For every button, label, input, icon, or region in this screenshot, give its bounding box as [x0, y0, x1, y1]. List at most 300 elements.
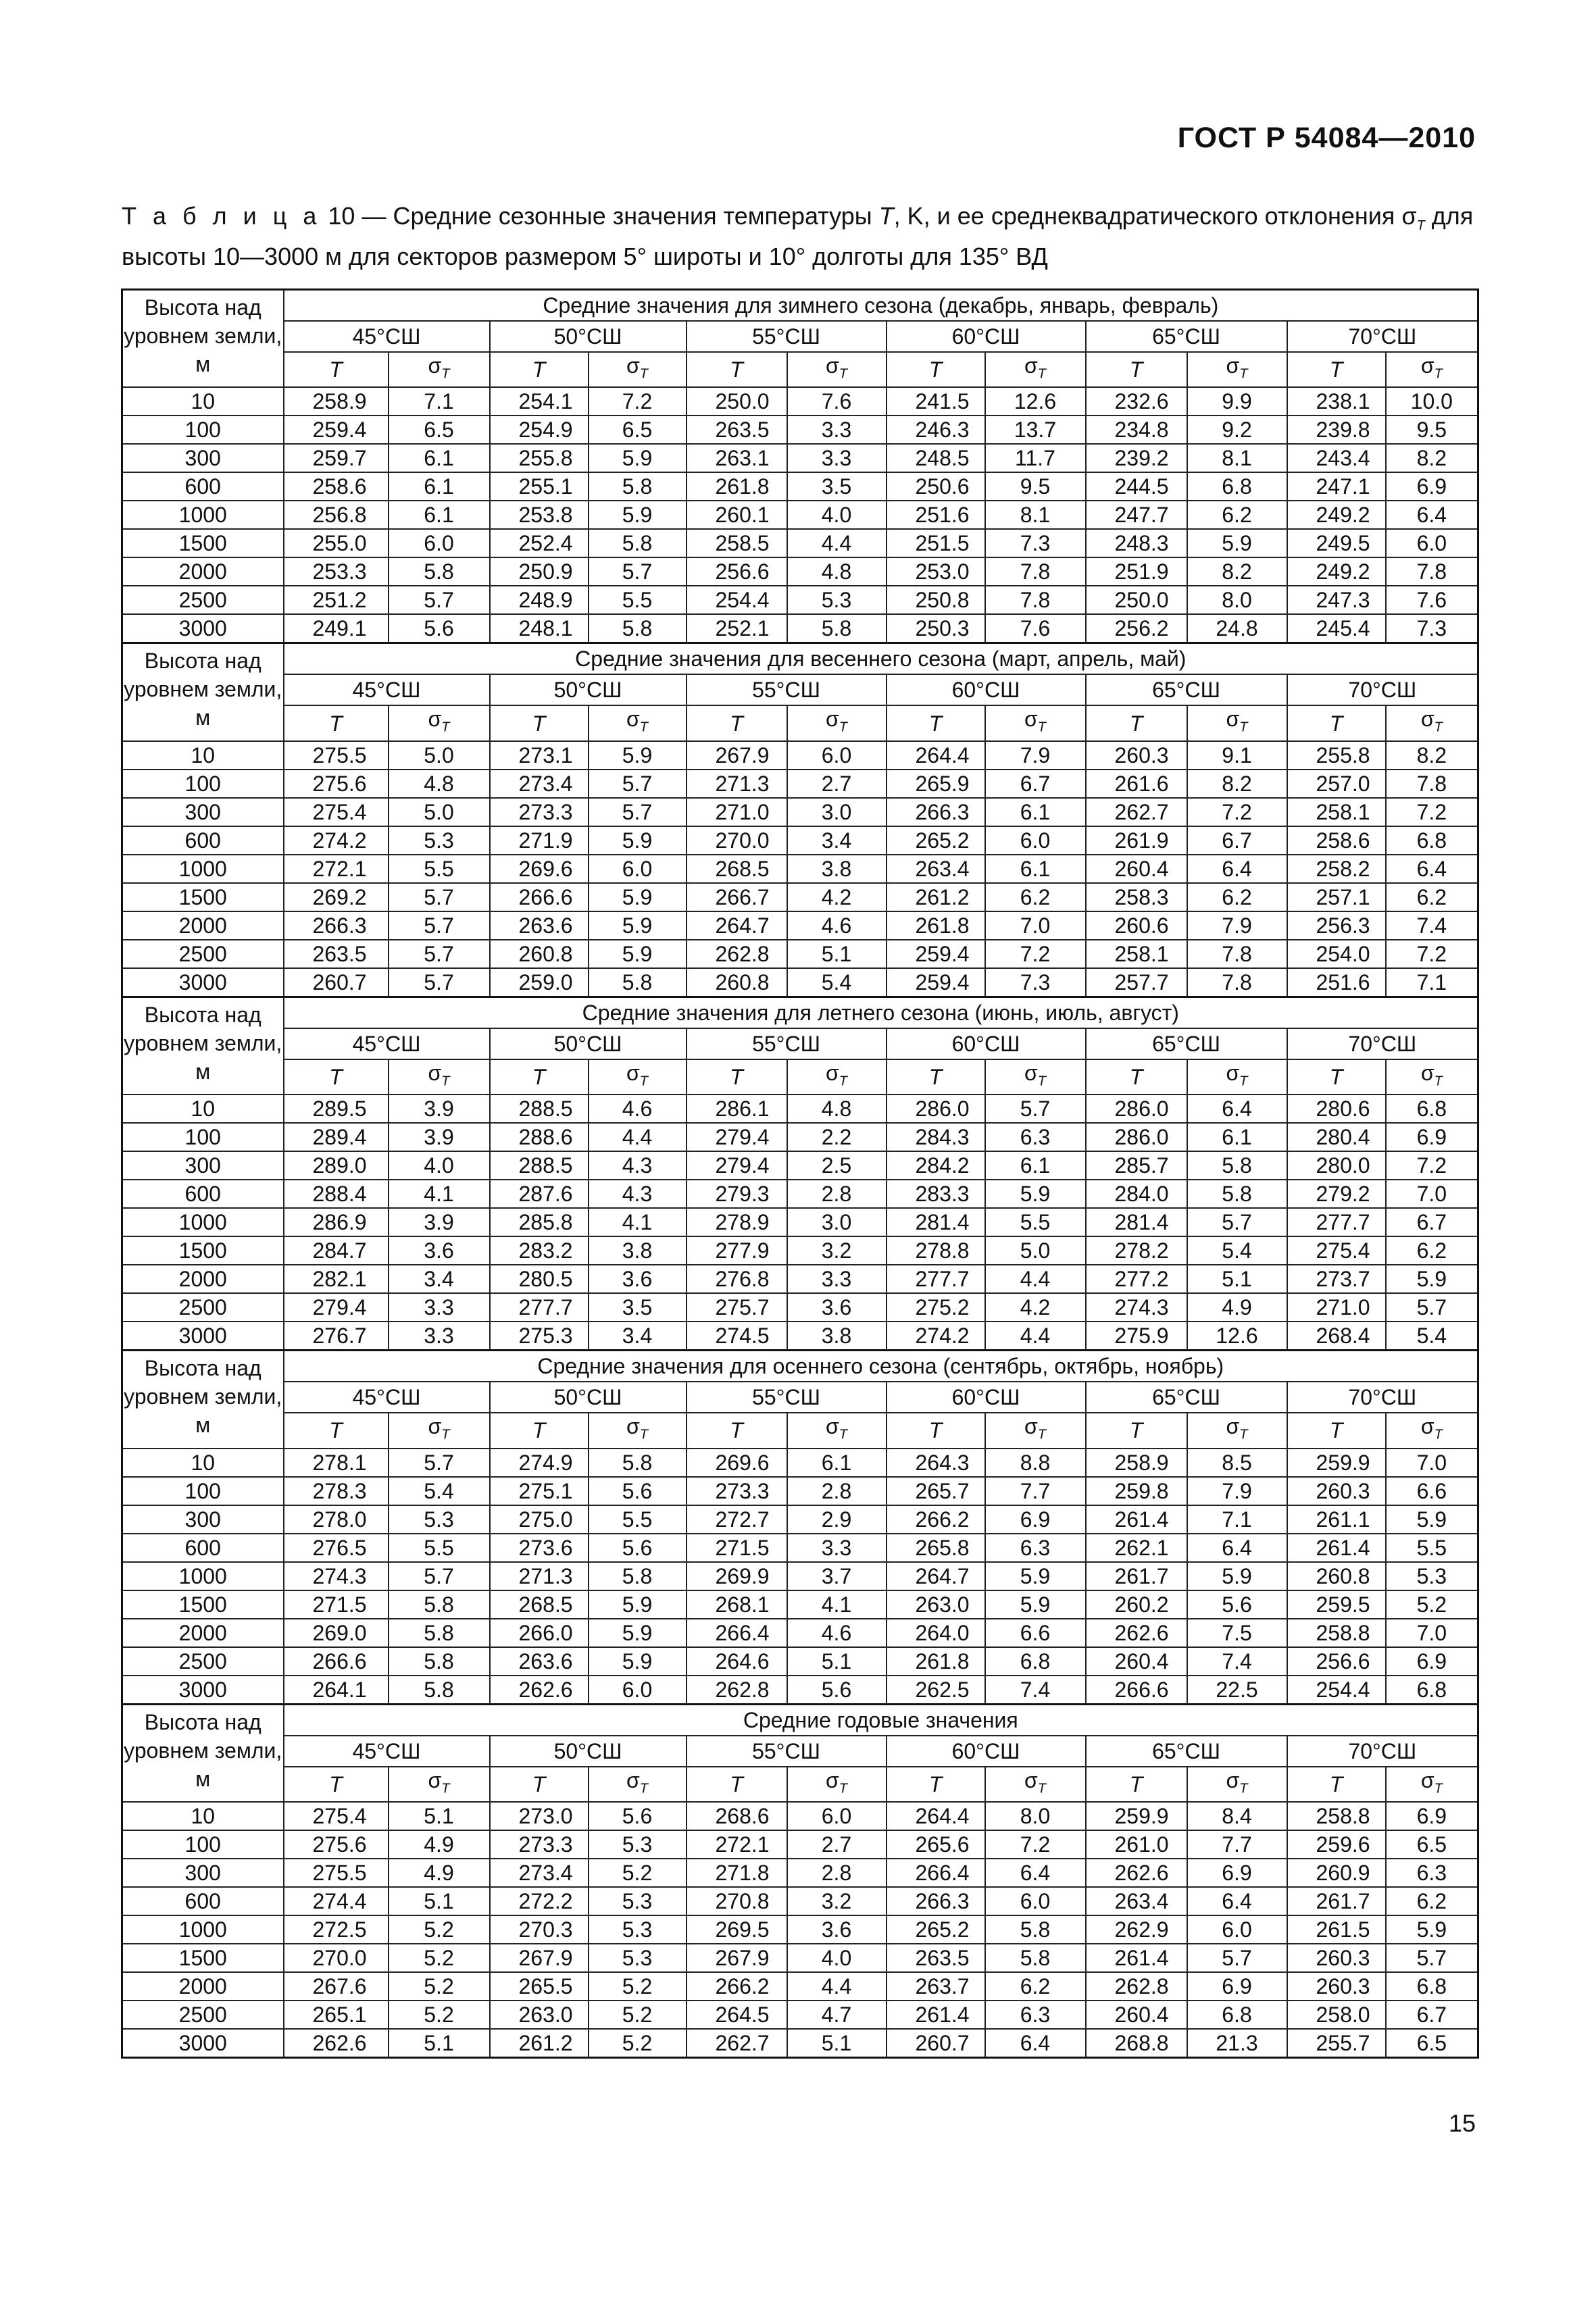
sigma-column-header — [389, 705, 490, 740]
temperature-cell: 268.5 — [490, 1590, 589, 1619]
sigma-cell: 4.1 — [589, 1208, 687, 1236]
sigma-cell: 6.9 — [1386, 1123, 1478, 1151]
sigma-subscript: T — [639, 1780, 648, 1796]
sigma-cell: 3.3 — [787, 1265, 887, 1293]
caption-sigma-subscript: T — [1416, 218, 1425, 234]
sigma-cell: 5.2 — [589, 2029, 687, 2058]
sigma-cell: 3.2 — [787, 1887, 887, 1915]
table-row — [122, 1647, 1478, 1676]
season-header-row — [122, 997, 1478, 1028]
sigma-column-header — [985, 352, 1086, 387]
latitude-header: 60°СШ — [887, 1736, 1086, 1767]
sigma-cell: 5.8 — [589, 529, 687, 557]
temperature-cell: 273.3 — [490, 798, 589, 826]
sigma-cell: 4.2 — [787, 883, 887, 911]
sigma-cell: 5.3 — [589, 1830, 687, 1859]
sigma-cell: 5.9 — [589, 1590, 687, 1619]
sigma-cell: 8.8 — [985, 1449, 1086, 1477]
sigma-cell: 7.2 — [985, 1830, 1086, 1859]
temperature-cell: 259.4 — [887, 940, 985, 968]
sigma-cell: 6.3 — [985, 2001, 1086, 2029]
temperature-cell: 250.3 — [887, 614, 985, 643]
sigma-cell: 4.6 — [787, 911, 887, 940]
temperature-cell: 260.9 — [1287, 1859, 1386, 1887]
temperature-cell: 280.4 — [1287, 1123, 1386, 1151]
sigma-cell: 7.2 — [589, 387, 687, 416]
sigma-cell: 8.4 — [1187, 1802, 1287, 1830]
temperature-cell: 261.9 — [1086, 826, 1187, 855]
height-cell: 600 — [122, 1887, 284, 1915]
temperature-column-header: T — [887, 1767, 985, 1802]
temperature-cell: 267.9 — [687, 741, 787, 770]
temperature-cell: 273.4 — [490, 1859, 589, 1887]
latitude-header: 60°СШ — [887, 1382, 1086, 1413]
sigma-cell: 5.2 — [389, 1915, 490, 1944]
height-cell: 2500 — [122, 940, 284, 968]
temperature-cell: 260.6 — [1086, 911, 1187, 940]
sigma-column-header — [1386, 1767, 1478, 1802]
sigma-column-header — [985, 1413, 1086, 1448]
sigma-cell: 4.7 — [787, 2001, 887, 2029]
sigma-cell: 12.6 — [1187, 1322, 1287, 1351]
temperature-cell: 269.9 — [687, 1562, 787, 1590]
temperature-cell: 261.2 — [887, 883, 985, 911]
temperature-cell: 232.6 — [1086, 387, 1187, 416]
caption-text-1: 10 — Средние сезонные значения температуры — [321, 202, 879, 230]
sigma-subscript: T — [1239, 1074, 1248, 1089]
temperature-cell: 262.5 — [887, 1676, 985, 1705]
temperature-cell: 258.8 — [1287, 1619, 1386, 1647]
sigma-cell: 9.5 — [1386, 416, 1478, 444]
sigma-cell: 6.6 — [1386, 1477, 1478, 1505]
temperature-cell: 272.2 — [490, 1887, 589, 1915]
sigma-cell: 5.9 — [1386, 1265, 1478, 1293]
latitude-header: 45°СШ — [284, 1382, 490, 1413]
temperature-cell: 266.7 — [687, 883, 787, 911]
sigma-cell: 3.9 — [389, 1095, 490, 1123]
latitude-header-row — [122, 1382, 1478, 1413]
sigma-letter: σ — [1226, 1767, 1240, 1792]
temperature-cell: 258.5 — [687, 529, 787, 557]
sigma-letter: σ — [826, 707, 839, 732]
temperature-cell: 269.6 — [490, 855, 589, 883]
latitude-header: 70°СШ — [1287, 674, 1478, 705]
table-row — [122, 1477, 1478, 1505]
latitude-header: 45°СШ — [284, 321, 490, 352]
season-header-row — [122, 643, 1478, 675]
sigma-cell: 6.4 — [1187, 1095, 1287, 1123]
temperature-cell: 261.0 — [1086, 1830, 1187, 1859]
sigma-cell: 7.7 — [1187, 1830, 1287, 1859]
height-cell: 600 — [122, 472, 284, 501]
temperature-column-header: T — [1287, 1767, 1386, 1802]
temperature-cell: 256.6 — [687, 557, 787, 586]
temperature-cell: 269.2 — [284, 883, 389, 911]
temperature-cell: 258.1 — [1287, 798, 1386, 826]
height-cell: 1500 — [122, 1944, 284, 1972]
sigma-cell: 8.1 — [1187, 444, 1287, 472]
sigma-column-header — [787, 705, 887, 740]
height-cell: 2500 — [122, 1293, 284, 1322]
temperature-cell: 250.6 — [887, 472, 985, 501]
table-row — [122, 1972, 1478, 2001]
temperature-cell: 275.5 — [284, 741, 389, 770]
temperature-cell: 277.7 — [1287, 1208, 1386, 1236]
sigma-cell: 5.3 — [389, 1505, 490, 1534]
sigma-cell: 6.4 — [1187, 1887, 1287, 1915]
temperature-cell: 270.0 — [687, 826, 787, 855]
latitude-header: 70°СШ — [1287, 1736, 1478, 1767]
season-title: Средние значения для осеннего сезона (сентябрь, октябрь, ноябрь) — [284, 1351, 1478, 1382]
sigma-cell: 11.7 — [985, 444, 1086, 472]
temperature-cell: 254.1 — [490, 387, 589, 416]
temperature-cell: 281.4 — [887, 1208, 985, 1236]
temperature-cell: 274.3 — [1086, 1293, 1187, 1322]
sigma-cell: 9.2 — [1187, 416, 1287, 444]
temperature-cell: 266.6 — [284, 1647, 389, 1676]
sigma-cell: 6.9 — [1386, 1802, 1478, 1830]
sigma-cell: 5.9 — [985, 1562, 1086, 1590]
temperature-cell: 264.4 — [887, 1802, 985, 1830]
table-row — [122, 614, 1478, 643]
temperature-cell: 260.3 — [1287, 1944, 1386, 1972]
latitude-header: 65°СШ — [1086, 674, 1287, 705]
sigma-cell: 5.9 — [985, 1180, 1086, 1208]
sigma-cell: 6.0 — [787, 1802, 887, 1830]
sigma-cell: 5.5 — [389, 855, 490, 883]
sigma-letter: σ — [626, 1767, 640, 1792]
temperature-column-header: T — [687, 352, 787, 387]
sigma-column-header — [985, 1059, 1086, 1095]
season-title: Средние значения для летнего сезона (июнь, июль, август) — [284, 997, 1478, 1028]
temperature-cell: 251.5 — [887, 529, 985, 557]
temperature-cell: 278.9 — [687, 1208, 787, 1236]
sigma-cell: 3.7 — [787, 1562, 887, 1590]
sigma-cell: 5.7 — [389, 883, 490, 911]
sigma-cell: 2.7 — [787, 1830, 887, 1859]
temperature-cell: 265.6 — [887, 1830, 985, 1859]
temperature-cell: 273.0 — [490, 1802, 589, 1830]
caption-label: Т а б л и ц а — [122, 202, 322, 230]
sigma-cell: 5.6 — [1187, 1590, 1287, 1619]
temperature-cell: 250.9 — [490, 557, 589, 586]
column-symbol-row — [122, 1059, 1478, 1095]
temperature-column-header: T — [1287, 1413, 1386, 1448]
sigma-cell: 3.3 — [787, 416, 887, 444]
temperature-cell: 248.9 — [490, 586, 589, 614]
temperature-cell: 278.3 — [284, 1477, 389, 1505]
table-row — [122, 1944, 1478, 1972]
temperature-cell: 253.8 — [490, 501, 589, 529]
sigma-cell: 4.4 — [787, 1972, 887, 2001]
sigma-cell: 6.7 — [1386, 1208, 1478, 1236]
sigma-column-header — [389, 1767, 490, 1802]
temperature-column-header: T — [284, 1767, 389, 1802]
sigma-cell: 5.2 — [389, 1944, 490, 1972]
temperature-cell: 270.0 — [284, 1944, 389, 1972]
sigma-column-header — [589, 1767, 687, 1802]
temperature-column-header: T — [490, 352, 589, 387]
temperature-cell: 287.6 — [490, 1180, 589, 1208]
sigma-subscript: T — [1239, 1780, 1248, 1796]
sigma-letter: σ — [428, 353, 442, 378]
temperature-cell: 275.4 — [1287, 1236, 1386, 1265]
table-row — [122, 1505, 1478, 1534]
sigma-letter: σ — [626, 1060, 640, 1085]
sigma-cell: 6.4 — [1187, 855, 1287, 883]
sigma-column-header — [589, 1413, 687, 1448]
table-row — [122, 826, 1478, 855]
sigma-column-header — [787, 1767, 887, 1802]
temperature-cell: 269.5 — [687, 1915, 787, 1944]
sigma-letter: σ — [1024, 1060, 1038, 1085]
sigma-cell: 4.2 — [985, 1293, 1086, 1322]
temperature-cell: 262.7 — [1086, 798, 1187, 826]
temperature-cell: 263.4 — [1086, 1887, 1187, 1915]
table-row — [122, 1562, 1478, 1590]
temperature-cell: 266.4 — [687, 1619, 787, 1647]
temperature-cell: 268.5 — [687, 855, 787, 883]
temperature-column-header: T — [1086, 1059, 1187, 1095]
sigma-column-header — [389, 352, 490, 387]
height-cell: 100 — [122, 1123, 284, 1151]
temperature-cell: 284.0 — [1086, 1180, 1187, 1208]
temperature-cell: 258.8 — [1287, 1802, 1386, 1830]
sigma-cell: 6.0 — [589, 1676, 687, 1705]
sigma-subscript: T — [1239, 366, 1248, 382]
temperature-cell: 259.9 — [1287, 1449, 1386, 1477]
temperature-cell: 261.7 — [1086, 1562, 1187, 1590]
temperature-cell: 262.8 — [687, 1676, 787, 1705]
temperature-cell: 250.8 — [887, 586, 985, 614]
temperature-cell: 258.6 — [1287, 826, 1386, 855]
height-cell: 300 — [122, 444, 284, 472]
temperature-cell: 268.4 — [1287, 1322, 1386, 1351]
temperature-cell: 262.7 — [687, 2029, 787, 2058]
table-row — [122, 1208, 1478, 1236]
height-cell: 2500 — [122, 586, 284, 614]
temperature-cell: 286.1 — [687, 1095, 787, 1123]
sigma-cell: 4.9 — [1187, 1293, 1287, 1322]
sigma-cell: 4.3 — [589, 1180, 687, 1208]
sigma-cell: 6.2 — [1386, 883, 1478, 911]
temperature-cell: 261.4 — [1086, 1944, 1187, 1972]
temperature-cell: 260.4 — [1086, 2001, 1187, 2029]
sigma-subscript: T — [1239, 1427, 1248, 1442]
temperature-column-header: T — [490, 1767, 589, 1802]
sigma-cell: 7.2 — [1386, 940, 1478, 968]
sigma-cell: 5.7 — [389, 968, 490, 997]
temperature-cell: 266.3 — [887, 798, 985, 826]
sigma-cell: 6.8 — [1187, 2001, 1287, 2029]
sigma-cell: 5.0 — [389, 741, 490, 770]
sigma-cell: 6.0 — [1187, 1915, 1287, 1944]
sigma-cell: 5.9 — [985, 1590, 1086, 1619]
sigma-subscript: T — [839, 1427, 847, 1442]
table-row — [122, 501, 1478, 529]
table-row — [122, 2029, 1478, 2058]
temperature-cell: 259.0 — [490, 968, 589, 997]
sigma-cell: 5.4 — [1187, 1236, 1287, 1265]
sigma-cell: 6.4 — [1386, 501, 1478, 529]
temperature-cell: 251.2 — [284, 586, 389, 614]
sigma-cell: 2.7 — [787, 770, 887, 798]
temperature-cell: 275.4 — [284, 1802, 389, 1830]
latitude-header: 65°СШ — [1086, 1736, 1287, 1767]
table-row — [122, 2001, 1478, 2029]
temperature-cell: 285.7 — [1086, 1151, 1187, 1180]
latitude-header: 65°СШ — [1086, 1028, 1287, 1059]
temperature-column-header: T — [284, 705, 389, 740]
temperature-cell: 278.0 — [284, 1505, 389, 1534]
temperature-cell: 271.9 — [490, 826, 589, 855]
temperature-cell: 266.6 — [1086, 1676, 1187, 1705]
sigma-cell: 7.6 — [1386, 586, 1478, 614]
temperature-cell: 271.3 — [687, 770, 787, 798]
temperature-cell: 265.2 — [887, 1915, 985, 1944]
sigma-cell: 7.2 — [1187, 798, 1287, 826]
sigma-letter: σ — [1024, 1414, 1038, 1439]
temperature-cell: 259.5 — [1287, 1590, 1386, 1619]
height-cell: 2000 — [122, 557, 284, 586]
sigma-subscript: T — [639, 720, 648, 735]
table-row — [122, 1915, 1478, 1944]
sigma-cell: 4.4 — [589, 1123, 687, 1151]
sigma-cell: 6.8 — [985, 1647, 1086, 1676]
column-symbol-row — [122, 1413, 1478, 1448]
sigma-subscript: T — [1037, 720, 1046, 735]
sigma-cell: 7.8 — [1386, 770, 1478, 798]
sigma-cell: 6.4 — [985, 1859, 1086, 1887]
sigma-cell: 7.9 — [985, 741, 1086, 770]
sigma-cell: 5.9 — [589, 826, 687, 855]
temperature-cell: 284.3 — [887, 1123, 985, 1151]
temperature-cell: 252.4 — [490, 529, 589, 557]
sigma-cell: 6.2 — [1187, 501, 1287, 529]
table-row — [122, 1830, 1478, 1859]
sigma-column-header — [787, 352, 887, 387]
caption-text-3: для высоты 10—3000 м для секторов размером 5° широты и 10° долготы для 135° ВД — [122, 202, 1474, 271]
sigma-cell: 8.2 — [1187, 557, 1287, 586]
temperature-cell: 262.1 — [1086, 1534, 1187, 1562]
temperature-cell: 266.2 — [887, 1505, 985, 1534]
temperature-cell: 260.3 — [1086, 741, 1187, 770]
temperature-cell: 264.7 — [887, 1562, 985, 1590]
temperature-cell: 266.0 — [490, 1619, 589, 1647]
sigma-cell: 5.9 — [589, 883, 687, 911]
sigma-cell: 5.8 — [589, 968, 687, 997]
sigma-cell: 6.5 — [589, 416, 687, 444]
temperature-cell: 254.0 — [1287, 940, 1386, 968]
temperature-cell: 255.8 — [1287, 741, 1386, 770]
table-row — [122, 1180, 1478, 1208]
temperature-cell: 274.3 — [284, 1562, 389, 1590]
temperature-cell: 275.6 — [284, 1830, 389, 1859]
sigma-cell: 6.3 — [985, 1534, 1086, 1562]
temperature-cell: 259.8 — [1086, 1477, 1187, 1505]
sigma-cell: 7.5 — [1187, 1619, 1287, 1647]
temperature-cell: 275.1 — [490, 1477, 589, 1505]
sigma-cell: 6.5 — [1386, 1830, 1478, 1859]
table-row — [122, 1123, 1478, 1151]
sigma-cell: 4.1 — [389, 1180, 490, 1208]
temperature-cell: 268.6 — [687, 1802, 787, 1830]
temperature-cell: 273.3 — [490, 1830, 589, 1859]
temperature-cell: 263.4 — [887, 855, 985, 883]
temperature-cell: 247.1 — [1287, 472, 1386, 501]
temperature-cell: 264.7 — [687, 911, 787, 940]
latitude-header: 45°СШ — [284, 674, 490, 705]
sigma-cell: 6.1 — [787, 1449, 887, 1477]
sigma-cell: 6.3 — [1386, 1859, 1478, 1887]
height-cell: 1000 — [122, 1208, 284, 1236]
temperature-cell: 256.8 — [284, 501, 389, 529]
temperature-cell: 266.3 — [887, 1887, 985, 1915]
temperature-cell: 255.1 — [490, 472, 589, 501]
latitude-header: 70°СШ — [1287, 321, 1478, 352]
season-header-row — [122, 1351, 1478, 1382]
temperature-cell: 278.2 — [1086, 1236, 1187, 1265]
height-cell: 1000 — [122, 1562, 284, 1590]
sigma-cell: 5.1 — [787, 2029, 887, 2058]
sigma-cell: 6.9 — [1187, 1972, 1287, 2001]
temperature-cell: 261.5 — [1287, 1915, 1386, 1944]
sigma-cell: 5.3 — [589, 1887, 687, 1915]
temperature-cell: 253.0 — [887, 557, 985, 586]
column-symbol-row — [122, 705, 1478, 740]
latitude-header: 55°СШ — [687, 674, 887, 705]
height-cell: 2000 — [122, 911, 284, 940]
sigma-cell: 7.0 — [985, 911, 1086, 940]
latitude-header-row — [122, 1736, 1478, 1767]
sigma-cell: 22.5 — [1187, 1676, 1287, 1705]
temperature-cell: 234.8 — [1086, 416, 1187, 444]
sigma-cell: 6.9 — [1386, 1647, 1478, 1676]
temperature-cell: 264.3 — [887, 1449, 985, 1477]
temperature-cell: 261.8 — [687, 472, 787, 501]
sigma-cell: 6.7 — [985, 770, 1086, 798]
sigma-subscript: T — [639, 1074, 648, 1089]
sigma-letter: σ — [1024, 707, 1038, 732]
sigma-cell: 6.9 — [985, 1505, 1086, 1534]
temperature-cell: 261.2 — [490, 2029, 589, 2058]
sigma-cell: 5.8 — [389, 1647, 490, 1676]
sigma-cell: 5.2 — [589, 1972, 687, 2001]
temperature-cell: 268.1 — [687, 1590, 787, 1619]
sigma-cell: 4.8 — [787, 1095, 887, 1123]
temperature-cell: 271.5 — [284, 1590, 389, 1619]
sigma-cell: 5.0 — [985, 1236, 1086, 1265]
temperature-cell: 263.6 — [490, 1647, 589, 1676]
height-cell: 300 — [122, 1505, 284, 1534]
table-row — [122, 1619, 1478, 1647]
sigma-cell: 7.9 — [1187, 1477, 1287, 1505]
temperature-cell: 277.7 — [887, 1265, 985, 1293]
sigma-letter: σ — [1024, 353, 1038, 378]
temperature-cell: 267.9 — [490, 1944, 589, 1972]
sigma-cell: 13.7 — [985, 416, 1086, 444]
temperature-cell: 289.0 — [284, 1151, 389, 1180]
sigma-cell: 3.9 — [389, 1123, 490, 1151]
temperature-cell: 258.0 — [1287, 2001, 1386, 2029]
sigma-cell: 5.0 — [389, 798, 490, 826]
temperature-cell: 276.8 — [687, 1265, 787, 1293]
sigma-subscript: T — [1434, 366, 1443, 382]
temperature-cell: 271.8 — [687, 1859, 787, 1887]
table-row — [122, 968, 1478, 997]
height-column-header: Высота над уровнем земли, м — [122, 1704, 284, 1802]
sigma-cell: 5.7 — [389, 940, 490, 968]
